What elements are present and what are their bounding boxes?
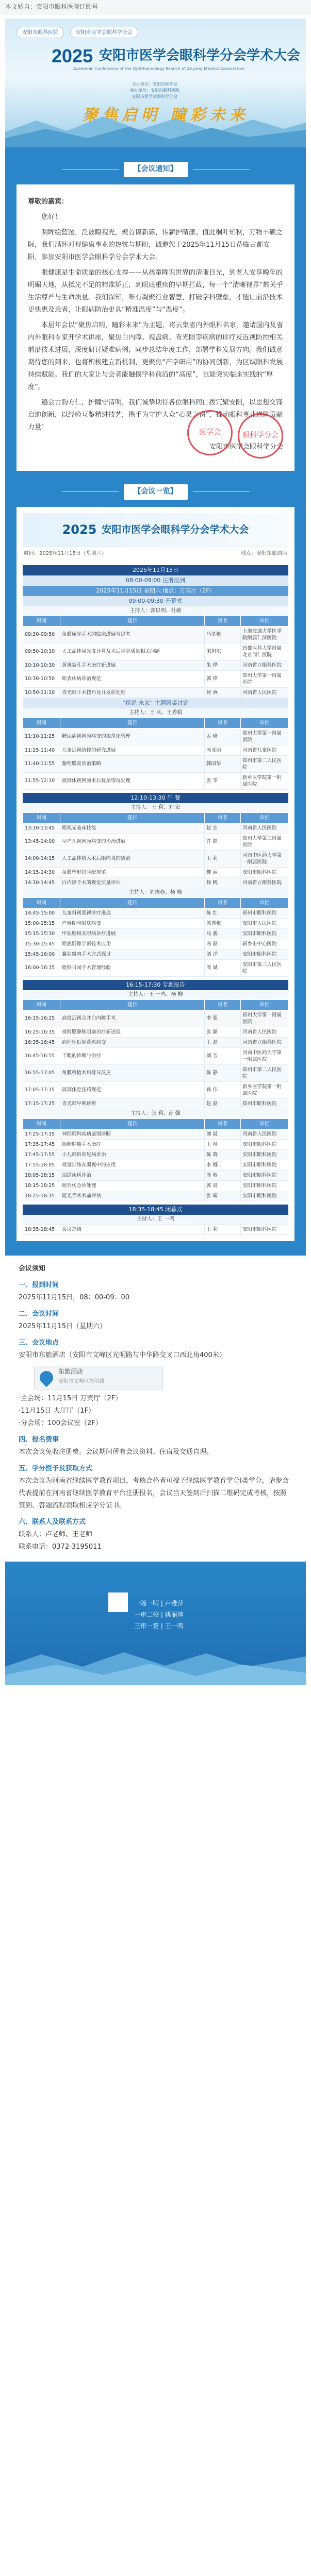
notice-paragraph: 眼健康是生命质量的核心支撑——从孩童眸识世界的清晰目光，到老人安享晚年的明媚天地，从抵光不足的精准矫正，到眼底重疾的早期拦截，每一个“清晰视界”都关乎生活尊严与生命质量。我们深知，唯有凝聚行业智慧，打破学科壁垒，才能让前沿技术更快惠及患者，让眼病防治更具“精准温度”与“温度”。	[28, 268, 283, 314]
association-logo: 安阳市医学会眼科学分会	[70, 27, 138, 38]
session-table	[23, 718, 288, 790]
session-table	[23, 616, 288, 698]
cell-speaker: 刘 芳	[205, 1047, 241, 1064]
session-chair: 主持人：张 利、孙 强	[23, 1109, 288, 1118]
cell-topic: 葡萄膜炎诊治策略	[60, 755, 205, 772]
cell-time: 09:30-09:50	[23, 626, 60, 643]
column-header: 讲者	[205, 812, 241, 823]
cell-topic: 儿童斜视弱视诊疗进展	[60, 908, 205, 918]
table-row	[23, 626, 288, 643]
column-header: 单位	[241, 999, 288, 1010]
column-header: 题目	[60, 812, 205, 823]
cell-speaker: 郭 晨	[205, 1180, 241, 1191]
notes-text: ·11月15日 大厅厅（1F）	[19, 1406, 95, 1415]
cell-topic: 产褥期与眼底病变	[60, 918, 205, 928]
cell-topic: 视网膜静脉阻塞治疗新进展	[60, 1027, 205, 1037]
cell-org: 郑州大学第三附属医院	[241, 833, 288, 850]
table-row	[23, 1170, 288, 1180]
column-header: 单位	[241, 812, 288, 823]
session-table	[23, 812, 288, 888]
blue-content-area	[5, 147, 306, 1256]
host-line: 安阳市医学会眼科学分会	[132, 94, 177, 99]
cell-time: 17:55-18:05	[23, 1160, 60, 1170]
column-header: 讲者	[205, 718, 241, 728]
cell-org: 安阳市眼科医院	[241, 1149, 288, 1160]
cell-speaker: 马冬梅	[205, 626, 241, 643]
cell-speaker: 朱 烨	[205, 660, 241, 670]
source-line: 本文转自：安阳市眼科医院订阅号	[0, 0, 311, 14]
table-row	[23, 877, 288, 888]
table-row	[23, 728, 288, 745]
notes-text: 联系人：卢老师、王老师	[19, 1530, 93, 1538]
cell-time: 10:50-11:10	[23, 687, 60, 698]
schedule-section-label: 【会议一览】	[124, 484, 188, 500]
schedule-banner	[23, 513, 288, 547]
cell-time: 11:25-11:40	[23, 745, 60, 755]
table-header-row	[23, 897, 288, 908]
opening-ceremony-bar: 09:00-09:30 开幕式	[23, 596, 288, 606]
poster-english-title: Academic Conference of the Ophthalmology Branch of Anyang Medical Association	[73, 66, 245, 71]
cell-time: 18:15-18:25	[23, 1180, 60, 1191]
table-header-row	[23, 812, 288, 823]
host-line: 承办单位：安阳市眼科医院	[130, 88, 179, 93]
column-header: 题目	[60, 1118, 205, 1129]
cell-org: 新乡市中心医院	[241, 939, 288, 949]
notes-title: 会议须知	[19, 1264, 46, 1273]
table-row	[23, 687, 288, 698]
cell-org: 安阳市眼科医院	[241, 1224, 288, 1234]
closing-table	[23, 1224, 288, 1235]
table-row	[23, 949, 288, 959]
cell-time: 16:55-17:05	[23, 1064, 60, 1081]
cell-speaker: 王 莉	[205, 850, 241, 867]
cell-org: 河南省人民医院	[241, 823, 288, 833]
registration-bar: 08:00-09:00 注册报到	[23, 575, 288, 586]
article-body	[0, 14, 311, 1696]
cell-speaker: 赵 磊	[205, 1098, 241, 1109]
cell-topic: 神经眼科疾病鉴别诊断	[60, 1129, 205, 1139]
cell-org: 安阳市眼科医院	[241, 1160, 288, 1170]
cell-time: 17:15-17:25	[23, 1098, 60, 1109]
table-row	[23, 643, 288, 660]
table-row	[23, 833, 288, 850]
cell-org: 郑州大学第一附属医院	[241, 1010, 288, 1027]
cell-speaker: 许 静	[205, 833, 241, 850]
map-pin-icon	[37, 1368, 56, 1387]
cell-topic: 玻璃体腔注药规范	[60, 1081, 205, 1098]
cell-time: 15:30-15:45	[23, 939, 60, 949]
cell-speaker: 韩国华	[205, 755, 241, 772]
cell-topic: 黄斑裂孔手术治疗新进展	[60, 660, 205, 670]
table-row	[23, 918, 288, 928]
cell-speaker: 张 华	[205, 772, 241, 789]
cell-topic: 青光眼早期诊断	[60, 1098, 205, 1109]
schedule-venue: 地点：安阳东旅酒店	[241, 550, 287, 556]
cell-org: 郑州市第二人民医院	[241, 1064, 288, 1081]
cell-org: 河南省儿童医院	[241, 745, 288, 755]
cell-topic: 眼科日间手术管理经验	[60, 959, 205, 976]
table-row	[23, 850, 288, 867]
cell-topic: 青光眼手术技巧及并发症处理	[60, 687, 205, 698]
notes-heading: 二、会议时间	[19, 1310, 59, 1318]
table-row	[23, 772, 288, 789]
cell-speaker: 李 娜	[205, 1160, 241, 1170]
cell-org: 安阳市第三人民医院	[241, 959, 288, 976]
column-header: 讲者	[205, 1118, 241, 1129]
table-row	[23, 1098, 288, 1109]
cell-topic: 小儿眼科常见病诊治	[60, 1149, 205, 1160]
column-header: 单位	[241, 616, 288, 626]
cell-time: 10:10-10:30	[23, 660, 60, 670]
cell-time: 18:05-18:15	[23, 1170, 60, 1180]
editor-credits	[134, 1598, 184, 1632]
notes-heading: 四、报名费事	[19, 1435, 59, 1444]
column-header: 讲者	[205, 616, 241, 626]
official-seal	[238, 413, 283, 459]
table-row	[23, 908, 288, 918]
table-row	[23, 928, 288, 939]
column-header: 单位	[241, 1118, 288, 1129]
cell-speaker: 魏 丽	[205, 867, 241, 877]
session-table	[23, 999, 288, 1109]
notice-paragraph: 明眸绘蓝图，泛波瞭视光，聚首谋新篇，传薪护晴康。值此桐叶知秋，万物丰硕之际，我们满怀对视健康事业的热忱与期盼，诚邀您于2025年11月15日莅临古都安阳，参加安阳市医学会眼科学分会学术大会。	[28, 228, 283, 261]
cell-speaker: 王 利	[205, 1224, 241, 1234]
table-row	[23, 1224, 288, 1234]
cell-org: 郑州大学第一附属医院	[241, 728, 288, 745]
cell-time: 14:45-15:00	[23, 908, 60, 918]
cell-speaker: 郭秀梅	[205, 918, 241, 928]
cell-topic: 眼底影像学新技术应用	[60, 939, 205, 949]
cell-speaker: 周 敏	[205, 1170, 241, 1180]
table-row	[23, 1081, 288, 1098]
cell-speaker: 冯 磊	[205, 939, 241, 949]
cell-topic: 干眼的诊断与治疗	[60, 1047, 205, 1064]
cell-org: 新乡医学院第一附属医院	[241, 772, 288, 789]
cell-time: 11:10-11:25	[23, 728, 60, 745]
cell-topic: 眼外伤急诊处理	[60, 1180, 205, 1191]
cell-topic: 早产儿视网膜病变的诊治进展	[60, 833, 205, 850]
interlude-bar: “视说·未来” 主题圆桌讨论	[23, 698, 288, 708]
schedule-meta	[23, 547, 288, 562]
cell-org: 上海交通大学医学院附属仁济医院	[241, 626, 288, 643]
cell-topic: 白内障手术的视觉质量评估	[60, 877, 205, 888]
cell-time: 18:35-18:45	[23, 1224, 60, 1234]
cell-time: 18:25-18:35	[23, 1191, 60, 1201]
table-row	[23, 1139, 288, 1149]
host-line: 主办单位：安阳市医学会	[132, 82, 177, 87]
cell-time: 17:25-17:35	[23, 1129, 60, 1139]
column-header: 讲者	[205, 999, 241, 1010]
table-row	[23, 939, 288, 949]
cell-topic: 会议总结	[60, 1224, 205, 1234]
cell-time: 14:15-14:30	[23, 867, 60, 877]
schedule-section-header	[17, 484, 294, 500]
schedule-year: 2025	[62, 522, 97, 537]
cell-org: 郑州市眼科医院	[241, 908, 288, 918]
cell-topic: 角膜塑形镜验配规范	[60, 867, 205, 877]
session-chair: 主持人：刘晓春、杨 峰	[23, 888, 288, 897]
cell-time: 10:30-10:50	[23, 670, 60, 687]
notes-text: 2025年11月15日（星期六）	[19, 1322, 107, 1330]
column-header: 单位	[241, 718, 288, 728]
table-row	[23, 660, 288, 670]
poster-logos	[17, 27, 138, 38]
table-row	[23, 823, 288, 833]
notes-text: 安阳市东旅酒店（安阳市文峰区光明路与中华路交叉口西北角400米）	[19, 1351, 226, 1359]
hospital-logo: 安阳市眼科医院	[17, 27, 64, 38]
schedule-date: 时间：2025年11月15日（星期六）	[24, 550, 107, 556]
cell-topic: 眼表疾病诊治规范	[60, 670, 205, 687]
column-header: 时间	[23, 897, 60, 908]
table-row	[23, 745, 288, 755]
notice-card	[17, 184, 294, 471]
notice-section-label: 【会议通知】	[124, 162, 188, 177]
mountain-illustration	[5, 111, 306, 147]
cell-time: 11:40-11:55	[23, 755, 60, 772]
day-bar: 2025年11月15日	[23, 565, 288, 575]
meeting-notes	[5, 1256, 306, 1556]
cell-org: 河南省人民医院	[241, 687, 288, 698]
map-place-address: 安阳市文峰区光明路	[58, 1378, 105, 1384]
notice-hello: 您好！	[41, 213, 62, 221]
session-chair: 主持人：王 一鸣、杨 柳	[23, 990, 288, 999]
notes-text: ·分会场：100会议室（2F）	[19, 1419, 102, 1427]
conference-poster	[5, 19, 306, 147]
poster-hosts	[88, 81, 222, 100]
cell-org: 安阳市眼科医院	[241, 1191, 288, 1201]
cell-time: 16:00-16:15	[23, 959, 60, 976]
cell-topic: 泪道疾病诊治	[60, 1170, 205, 1180]
seal-text: 眼科学分会	[242, 431, 279, 439]
session-table	[23, 897, 288, 977]
cell-speaker: 侯 燕	[205, 687, 241, 698]
cell-speaker: 周亚丽	[205, 745, 241, 755]
cell-topic: 角膜移植术后排斥反应	[60, 1064, 205, 1081]
notice-greeting: 尊敬的嘉宾：	[28, 197, 69, 206]
cell-topic: 角膜屈光手术的临床进展与思考	[60, 626, 205, 643]
cell-speaker: 马 骏	[205, 928, 241, 939]
cell-speaker: 宋旭东	[205, 643, 241, 660]
cell-time: 15:15-15:30	[23, 928, 60, 939]
table-row	[23, 1160, 288, 1170]
cell-org: 安阳市人民医院	[241, 918, 288, 928]
cell-speaker: 刘 晨	[205, 1129, 241, 1139]
cell-time: 17:35-17:45	[23, 1139, 60, 1149]
cell-speaker: 孟 峰	[205, 728, 241, 745]
credit-line: 一审二校 | 姚丽萍	[134, 1611, 184, 1618]
cell-time: 16:35-16:45	[23, 1037, 60, 1047]
notice-section-header	[17, 162, 294, 177]
cell-org: 河南省立眼科医院	[241, 877, 288, 888]
cell-time: 17:45-17:55	[23, 1149, 60, 1160]
cell-time: 16:15-16:25	[23, 1010, 60, 1027]
footer-banner	[5, 1562, 306, 1685]
cell-org: 新乡医学院第一附属医院	[241, 1081, 288, 1098]
cell-topic: 病理性近视黄斑病变	[60, 1037, 205, 1047]
cell-org: 河南省立眼科医院	[241, 1037, 288, 1047]
table-row	[23, 959, 288, 976]
column-header: 单位	[241, 897, 288, 908]
table-row	[23, 1047, 288, 1064]
cell-speaker: 孙 伟	[205, 1081, 241, 1098]
table-row	[23, 670, 288, 687]
notice-paragraph: 遍会古韵方仁，护瞳守清明，我们诚挚期待各位眼科同仁拨冗聚安阳，以思想交锋启迪创新，以经验互鉴精进技艺，携手为守护大众“心灵之窗”，推动眼科事业进阶贡献力量！	[28, 398, 283, 431]
cell-time: 17:05-17:15	[23, 1081, 60, 1098]
column-header: 时间	[23, 999, 60, 1010]
poster-year: 2025	[52, 45, 93, 66]
cell-time: 11:55-12:10	[23, 772, 60, 789]
notice-signature: 安阳市医学会眼科学分会	[209, 443, 283, 451]
table-header-row	[23, 616, 288, 626]
cell-org: 郑州市第二人民医院	[241, 755, 288, 772]
column-header: 时间	[23, 1118, 60, 1129]
credit-line: 一瞳一明 | 卢雅萍	[134, 1599, 184, 1607]
cell-org: 安阳市眼科医院	[241, 1139, 288, 1149]
cell-org: 河南中医药大学第一附属医院	[241, 1047, 288, 1064]
schedule-sheet	[17, 507, 294, 1241]
cell-speaker: 王 林	[205, 1139, 241, 1149]
session-table	[23, 1118, 288, 1201]
schedule-title: 安阳市医学会眼科学分会学术大会	[102, 523, 249, 535]
closing-bar: 18:35-18:45 闭幕式	[23, 1205, 288, 1215]
special-report-bar: 16:15-17:30 专题报告	[23, 980, 288, 990]
cell-time: 13:30-13:45	[23, 823, 60, 833]
credit-line: 三审一签 | 王一鸣	[134, 1622, 184, 1630]
cell-org: 郑州市眼科医院	[241, 1098, 288, 1109]
cell-topic: 玻璃体视网膜术后复杂情况处理	[60, 772, 205, 789]
notes-heading: 三、会议地点	[19, 1338, 59, 1347]
cell-speaker: 郭 锋	[205, 670, 241, 687]
column-header: 时间	[23, 812, 60, 823]
location-map-card[interactable]	[34, 1366, 163, 1389]
cell-topic: 眼视光临床技能	[60, 823, 205, 833]
notes-text: 2025年11月15日，08：00-09：00	[19, 1293, 130, 1301]
column-header: 时间	[23, 616, 60, 626]
cell-org: 安阳市眼科医院	[241, 1170, 288, 1180]
column-header: 讲者	[205, 897, 241, 908]
cell-org: 安阳市眼科医院	[241, 928, 288, 939]
notes-text: ·主会场：11月15日 万宾厅（2F）	[19, 1394, 122, 1402]
table-row	[23, 1037, 288, 1047]
column-header: 题目	[60, 897, 205, 908]
cell-org: 河南省立眼科医院	[241, 660, 288, 670]
cell-topic: 视觉训练在弱视中的应用	[60, 1160, 205, 1170]
poster-title: 安阳市医学会眼科学分会学术大会	[99, 48, 301, 63]
cell-speaker: 周 斌	[205, 959, 241, 976]
hall-bar: 2025年11月15日 星期六 地点：万宾厅（2F）	[23, 586, 288, 596]
cell-time: 14:30-14:45	[23, 877, 60, 888]
lunch-bar: 12:10-13:30 午 餐	[23, 793, 288, 803]
cell-time: 15:45-16:00	[23, 949, 60, 959]
poster-slogan: 聚焦启明 瞳彩未来	[83, 106, 249, 124]
map-place-name: 东旅酒店	[58, 1367, 84, 1375]
cell-topic: 眼睑肿瘤手术治疗	[60, 1139, 205, 1149]
notes-heading: 六、联系人及联系方式	[19, 1518, 86, 1526]
cell-speaker: 陈 红	[205, 908, 241, 918]
cell-topic: 儿童近视防控的研究进展	[60, 745, 205, 755]
table-row	[23, 1027, 288, 1037]
table-row	[23, 1149, 288, 1160]
cell-org: 安阳市眼科医院	[241, 867, 288, 877]
cell-topic: 高度近视合并白内障手术	[60, 1010, 205, 1027]
cell-time: 13:45-14:00	[23, 833, 60, 850]
cell-org: 河南省人民医院	[241, 1129, 288, 1139]
table-row	[23, 1180, 288, 1191]
cell-topic: 翼状胬肉手术方式探讨	[60, 949, 205, 959]
cell-time: 14:00-14:15	[23, 850, 60, 867]
cell-speaker: 陈 晓	[205, 1149, 241, 1160]
cell-org: 河南中医药大学第一附属医院	[241, 850, 288, 867]
cell-org: 安阳市眼科医院	[241, 949, 288, 959]
session-chair: 主持人：王 一鸣	[23, 1215, 288, 1224]
column-header: 题目	[60, 718, 205, 728]
cell-topic: 糖尿病视网膜病变的规范化管理	[60, 728, 205, 745]
table-header-row	[23, 999, 288, 1010]
cell-topic: 屈光手术术前评估	[60, 1191, 205, 1201]
cell-time: 09:50-10:10	[23, 643, 60, 660]
column-header: 时间	[23, 718, 60, 728]
cell-speaker: 李 强	[205, 1010, 241, 1027]
notes-text: 本次会议免收注册费。会议期间所有会议资料、住宿及交通自理。	[19, 1448, 214, 1456]
cell-time: 15:00-15:15	[23, 918, 60, 928]
column-header: 题目	[60, 616, 205, 626]
notes-text: 联系电话：0372-3195011	[19, 1543, 102, 1551]
cell-speaker: 陈 静	[205, 1064, 241, 1081]
table-row	[23, 755, 288, 772]
table-row	[23, 1064, 288, 1081]
cell-speaker: 赵 宏	[205, 823, 241, 833]
cell-time: 16:45-16:55	[23, 1047, 60, 1064]
cell-speaker: 王 磊	[205, 1037, 241, 1047]
session-chair: 主持人：王 兵、王秀娟	[23, 708, 288, 718]
session-chair: 主持人：王 利、刘 宏	[23, 803, 288, 812]
official-seal	[187, 410, 233, 455]
table-header-row	[23, 1118, 288, 1129]
table-row	[23, 1129, 288, 1139]
cell-org: 郑州大学第一附属医院	[241, 670, 288, 687]
notes-heading: 五、学分授予及获取方式	[19, 1464, 93, 1472]
column-header: 题目	[60, 999, 205, 1010]
session-chair: 主持人：郭以明、杜敏	[23, 606, 288, 616]
cell-speaker: 刘 洋	[205, 949, 241, 959]
cell-speaker: 杨 帆	[205, 877, 241, 888]
notice-paragraph: 本届年会以“聚焦启明，瞳彩未来”为主题，将云集省内外眼科名家，邀请国内及省内外眼科专家开学术讲座，聚焦白内障、视盘病、青光眼等疾病的诊疗及近视防控相关前沿技术进展，深度研讨疑难病例，同步总结年度工作，部署学科发展方向。我们诚意期待您的到来，也将积极建立新机制，更聚焦“产学研用”的协同创新，为区域眼科发展持续赋能。我们的大家让与会者能触摸学科前沿的“高度”，也能突实临床实践的“厚度”。	[28, 321, 283, 391]
table-row	[23, 867, 288, 877]
notes-text: 本次会议为河南省继续医学教育项目，考核合格者可授予继续医学教育学分Ⅰ类学分，请参会代表提前在河南省继续医学教育平台注册报名，会议当天签到后扫描二维码完成考核，按照签到、答题流程领取相应学分证书。	[19, 1477, 289, 1510]
cell-time: 16:25-16:35	[23, 1027, 60, 1037]
qr-code-icon	[108, 1592, 128, 1612]
cell-org: 安阳市眼科医院	[241, 1180, 288, 1191]
cell-topic: 甲状腺相关眼病诊疗进展	[60, 928, 205, 939]
table-header-row	[23, 718, 288, 728]
cell-topic: 人工晶体屈光度计算及术后视觉质量相关问题	[60, 643, 205, 660]
cell-topic: 人工晶体植入术后眼内炎的防治	[60, 850, 205, 867]
notes-heading: 一、报到时间	[19, 1281, 59, 1289]
cell-speaker: 张 颖	[205, 1027, 241, 1037]
table-row	[23, 1010, 288, 1027]
cell-org: 河南省人民医院	[241, 1027, 288, 1037]
mountain-illustration	[5, 1644, 306, 1685]
cell-org: 首都医科大学附属北京同仁医院	[241, 643, 288, 660]
cell-speaker: 张 晴	[205, 1191, 241, 1201]
table-row	[23, 1191, 288, 1201]
seal-text: 医学会	[199, 428, 221, 436]
